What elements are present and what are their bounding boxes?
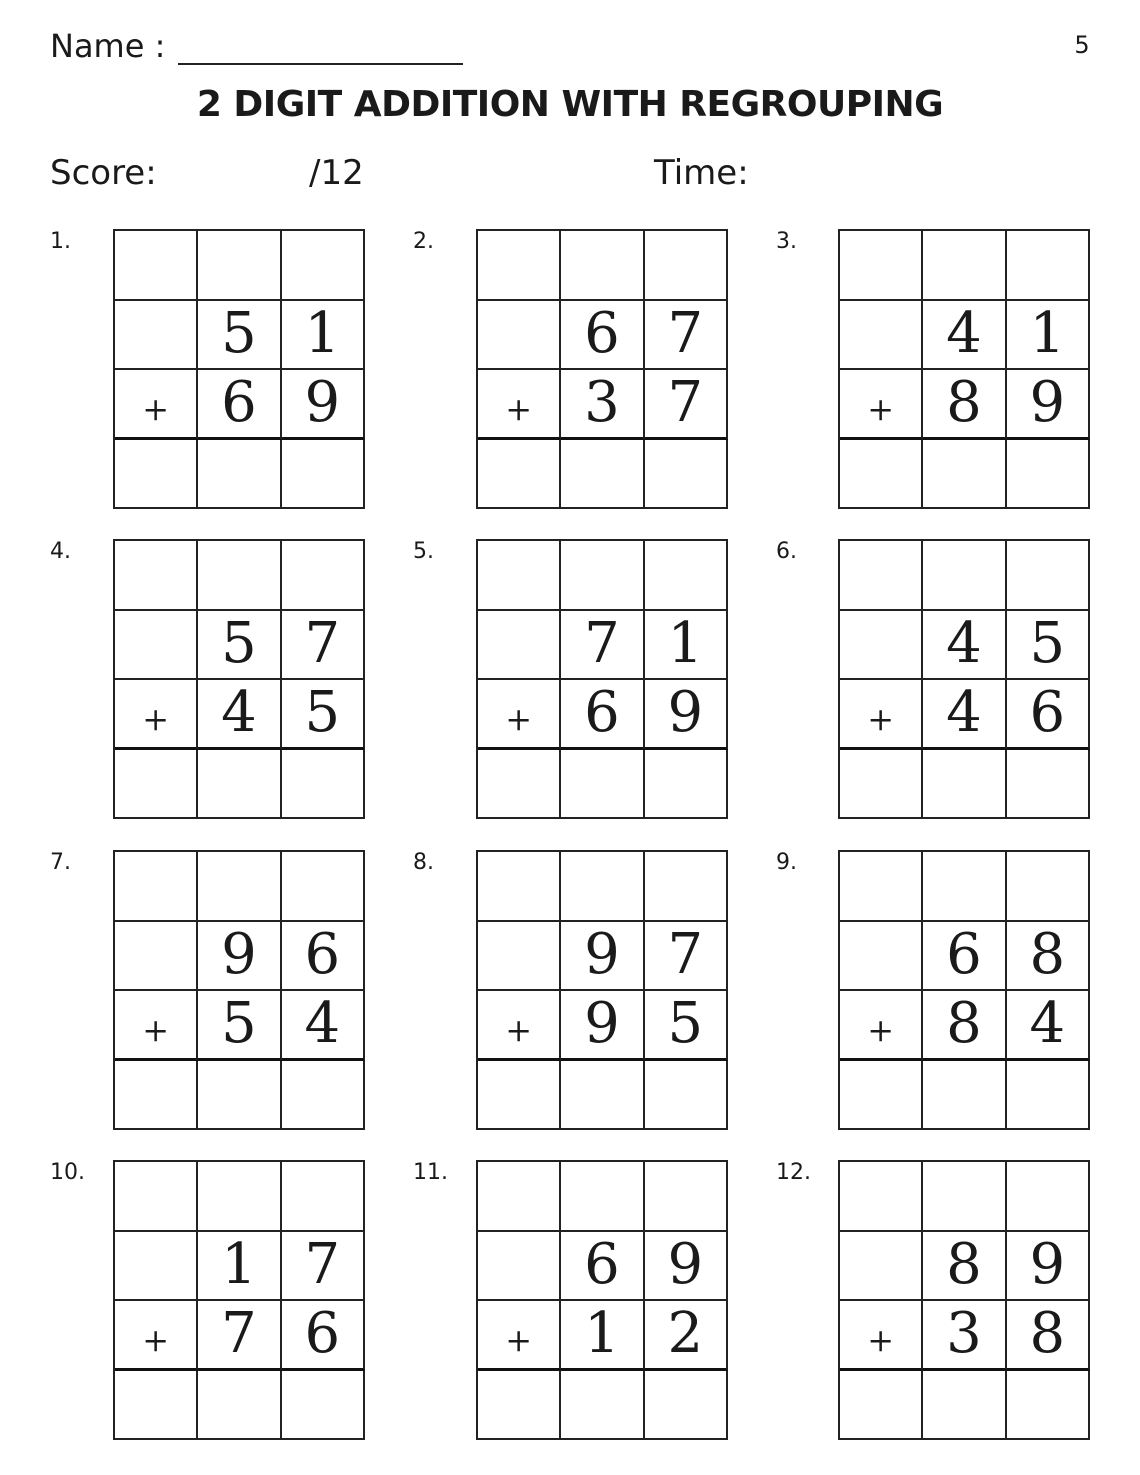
blank-cell [115,1232,198,1302]
carry-box[interactable] [645,1162,728,1232]
answer-box[interactable] [840,440,923,510]
carry-box[interactable] [282,231,365,301]
problem-number: 8. [413,850,434,875]
addend-digit: 4 [923,680,1006,750]
addend-digit: 7 [198,1301,281,1371]
problem-number: 3. [776,229,797,254]
carry-box[interactable] [282,1162,365,1232]
problem-grid [476,850,728,1130]
plus-sign: + [115,1301,198,1371]
carry-box[interactable] [1007,231,1090,301]
carry-box[interactable] [115,852,198,922]
addend-digit: 2 [645,1301,728,1371]
addend-digit: 4 [1007,991,1090,1061]
score-label: Score: [50,153,157,193]
addend-digit: 7 [645,370,728,440]
problem-number: 9. [776,850,797,875]
addend-digit: 8 [923,991,1006,1061]
carry-box[interactable] [198,541,281,611]
plus-sign: + [115,991,198,1061]
plus-sign: + [478,680,561,750]
blank-cell [478,922,561,992]
blank-cell [115,611,198,681]
blank-cell [478,611,561,681]
answer-box[interactable] [478,440,561,510]
answer-box[interactable] [923,1061,1006,1131]
answer-box[interactable] [1007,1371,1090,1441]
answer-box[interactable] [840,1061,923,1131]
carry-box[interactable] [1007,541,1090,611]
addend-digit: 1 [1007,301,1090,371]
worksheet-title: 2 DIGIT ADDITION WITH REGROUPING [196,84,944,125]
addend-digit: 6 [282,1301,365,1371]
carry-box[interactable] [198,231,281,301]
answer-box[interactable] [645,440,728,510]
problem-grid [113,1160,365,1440]
answer-box[interactable] [645,1371,728,1441]
answer-box[interactable] [923,440,1006,510]
carry-box[interactable] [282,541,365,611]
addend-digit: 5 [198,301,281,371]
carry-box[interactable] [561,231,644,301]
addend-digit: 5 [198,611,281,681]
problem-grid [113,850,365,1130]
addend-digit: 1 [561,1301,644,1371]
addend-digit: 7 [282,611,365,681]
blank-cell [115,922,198,992]
addend-digit: 7 [282,1232,365,1302]
answer-box[interactable] [645,1061,728,1131]
plus-sign: + [115,680,198,750]
answer-box[interactable] [115,1061,198,1131]
answer-box[interactable] [198,750,281,820]
addend-digit: 7 [645,922,728,992]
time-label: Time: [654,153,749,193]
problem-number: 7. [50,850,71,875]
blank-cell [840,611,923,681]
plus-sign: + [478,370,561,440]
plus-sign: + [478,1301,561,1371]
blank-cell [478,1232,561,1302]
answer-box[interactable] [478,1061,561,1131]
answer-box[interactable] [561,750,644,820]
carry-box[interactable] [840,852,923,922]
plus-sign: + [840,991,923,1061]
carry-box[interactable] [478,231,561,301]
carry-box[interactable] [645,541,728,611]
problem-grid [476,229,728,509]
carry-box[interactable] [1007,1162,1090,1232]
problem-grid [838,539,1090,819]
addend-digit: 8 [1007,922,1090,992]
answer-box[interactable] [282,1371,365,1441]
addend-digit: 6 [1007,680,1090,750]
addend-digit: 6 [561,1232,644,1302]
addend-digit: 5 [282,680,365,750]
addend-digit: 9 [645,1232,728,1302]
carry-box[interactable] [115,231,198,301]
carry-box[interactable] [282,852,365,922]
carry-box[interactable] [645,852,728,922]
carry-box[interactable] [478,1162,561,1232]
answer-box[interactable] [923,750,1006,820]
addend-digit: 5 [645,991,728,1061]
addend-digit: 9 [1007,1232,1090,1302]
name-field-line[interactable] [178,63,463,65]
carry-box[interactable] [561,541,644,611]
addend-digit: 5 [1007,611,1090,681]
addend-digit: 3 [923,1301,1006,1371]
answer-box[interactable] [478,750,561,820]
carry-box[interactable] [115,1162,198,1232]
problem-grid [113,229,365,509]
score-total: /12 [309,153,364,193]
carry-box[interactable] [561,852,644,922]
carry-box[interactable] [923,231,1006,301]
addend-digit: 6 [198,370,281,440]
addend-digit: 1 [282,301,365,371]
blank-cell [478,301,561,371]
addend-digit: 1 [645,611,728,681]
answer-box[interactable] [478,1371,561,1441]
page-number: 5 [1074,31,1090,59]
addend-digit: 4 [923,611,1006,681]
blank-cell [840,922,923,992]
addend-digit: 9 [561,922,644,992]
carry-box[interactable] [923,852,1006,922]
problem-number: 1. [50,229,71,254]
addend-digit: 4 [198,680,281,750]
carry-box[interactable] [840,541,923,611]
problem-grid [838,850,1090,1130]
addend-digit: 6 [561,301,644,371]
problem-grid [476,539,728,819]
problem-number: 2. [413,229,434,254]
problem-number: 10. [50,1160,85,1185]
answer-box[interactable] [1007,440,1090,510]
addend-digit: 6 [923,922,1006,992]
problem-grid [838,1160,1090,1440]
addend-digit: 7 [645,301,728,371]
addend-digit: 9 [645,680,728,750]
carry-box[interactable] [561,1162,644,1232]
addend-digit: 5 [198,991,281,1061]
addend-digit: 9 [282,370,365,440]
addend-digit: 6 [282,922,365,992]
carry-box[interactable] [198,1162,281,1232]
problem-number: 5. [413,539,434,564]
problem-number: 12. [776,1160,811,1185]
addend-digit: 3 [561,370,644,440]
addend-digit: 8 [1007,1301,1090,1371]
plus-sign: + [840,680,923,750]
carry-box[interactable] [198,852,281,922]
carry-box[interactable] [923,541,1006,611]
addend-digit: 8 [923,1232,1006,1302]
answer-box[interactable] [645,750,728,820]
carry-box[interactable] [478,852,561,922]
answer-box[interactable] [198,1061,281,1131]
answer-box[interactable] [561,1061,644,1131]
problem-grid [838,229,1090,509]
answer-box[interactable] [282,1061,365,1131]
blank-cell [840,1232,923,1302]
addend-digit: 7 [561,611,644,681]
addend-digit: 1 [198,1232,281,1302]
answer-box[interactable] [840,750,923,820]
answer-box[interactable] [561,1371,644,1441]
carry-box[interactable] [840,231,923,301]
plus-sign: + [840,370,923,440]
answer-box[interactable] [198,1371,281,1441]
carry-box[interactable] [115,541,198,611]
answer-box[interactable] [115,440,198,510]
problem-grid [476,1160,728,1440]
answer-box[interactable] [1007,750,1090,820]
answer-box[interactable] [198,440,281,510]
problem-grid [113,539,365,819]
name-label: Name : [50,27,166,65]
carry-box[interactable] [645,231,728,301]
plus-sign: + [115,370,198,440]
addend-digit: 9 [561,991,644,1061]
carry-box[interactable] [1007,852,1090,922]
problem-number: 4. [50,539,71,564]
plus-sign: + [478,991,561,1061]
answer-box[interactable] [282,440,365,510]
carry-box[interactable] [840,1162,923,1232]
addend-digit: 8 [923,370,1006,440]
blank-cell [115,301,198,371]
answer-box[interactable] [115,1371,198,1441]
answer-box[interactable] [282,750,365,820]
answer-box[interactable] [115,750,198,820]
plus-sign: + [840,1301,923,1371]
addend-digit: 6 [561,680,644,750]
carry-box[interactable] [478,541,561,611]
addend-digit: 9 [1007,370,1090,440]
problem-number: 6. [776,539,797,564]
answer-box[interactable] [923,1371,1006,1441]
answer-box[interactable] [561,440,644,510]
addend-digit: 4 [923,301,1006,371]
addend-digit: 9 [198,922,281,992]
addend-digit: 4 [282,991,365,1061]
answer-box[interactable] [1007,1061,1090,1131]
problem-number: 11. [413,1160,448,1185]
answer-box[interactable] [840,1371,923,1441]
blank-cell [840,301,923,371]
carry-box[interactable] [923,1162,1006,1232]
